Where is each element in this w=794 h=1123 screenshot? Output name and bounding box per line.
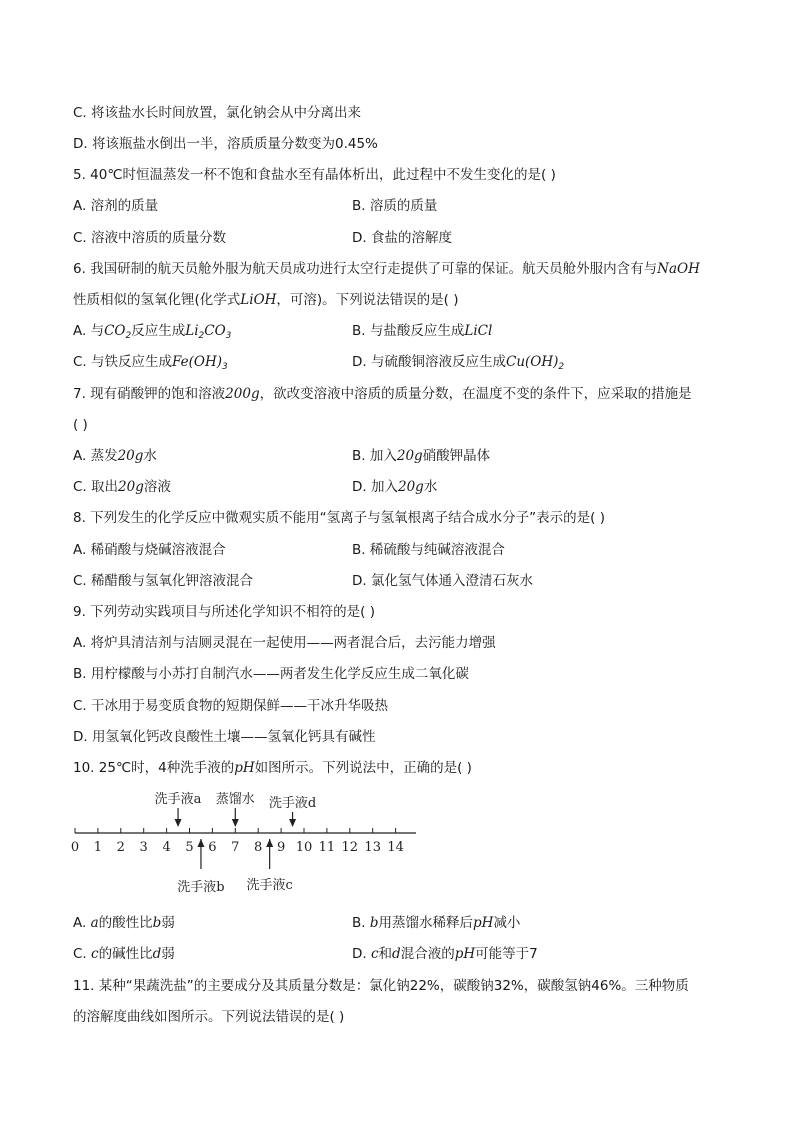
- ph-marker-d: [269, 795, 316, 827]
- q6-option-c: C. 与铁反应生成$Fe(OH)_3$: [73, 354, 228, 372]
- ph-tick-label: 3: [139, 840, 148, 855]
- ph-tick-label: 4: [162, 840, 171, 855]
- ph-ticks: [71, 828, 404, 855]
- q5-option-a: A. 溶剂的质量: [73, 198, 159, 214]
- q7-option-b: B. 加入20g硝酸钾晶体: [352, 448, 491, 464]
- ph-tick-label: 12: [341, 840, 359, 855]
- q5-option-b: B. 溶质的质量: [352, 198, 438, 214]
- q4-option-c: C. 将该盐水长时间放置，氯化钠会从中分离出来: [73, 105, 362, 121]
- q7-option-c: C. 取出20g溶液: [73, 479, 171, 495]
- ph-tick-label: 8: [254, 840, 263, 855]
- q7-stem-line2: ( ): [73, 417, 88, 433]
- ph-tick-label: 13: [364, 840, 381, 855]
- ph-marker-label-d: 洗手液d: [268, 796, 317, 811]
- ph-marker-label-c: 洗手液c: [246, 878, 293, 893]
- ph-marker-water: [216, 791, 255, 827]
- q10-stem: 10. 25℃时，4种洗手液的pH如图所示。下列说法中，正确的是( ): [73, 760, 472, 776]
- q8-option-d: D. 氯化氢气体通入澄清石灰水: [352, 573, 533, 589]
- q6-option-b: B. 与盐酸反应生成LiCl: [352, 323, 493, 339]
- q10-option-d: D. c和d混合液的pH可能等于7: [352, 946, 538, 962]
- q6-option-d: D. 与硫酸铜溶液反应生成$Cu(OH)_2$: [352, 354, 565, 372]
- q4-option-d: D. 将该瓶盐水倒出一半，溶质质量分数变为0.45%: [73, 136, 378, 152]
- q8-option-c: C. 稀醋酸与氢氧化钾溶液混合: [73, 573, 254, 589]
- q9-option-d: D. 用氢氧化钙改良酸性土壤——氢氧化钙具有碱性: [73, 729, 376, 745]
- q9-stem: 9. 下列劳动实践项目与所述化学知识不相符的是( ): [73, 604, 375, 620]
- q5-option-c: C. 溶液中溶质的质量分数: [73, 230, 227, 246]
- q10-option-a: A. a的酸性比b弱: [73, 915, 175, 931]
- q5-stem: 5. 40℃时恒温蒸发一杯不饱和食盐水至有晶体析出，此过程中不发生变化的是( ): [73, 167, 556, 183]
- q5-option-d: D. 食盐的溶解度: [352, 230, 452, 246]
- q6-stem-line2: 性质相似的氢氧化锂(化学式LiOH，可溶)。下列说法错误的是( ): [73, 292, 459, 308]
- q6-option-a: A. 与$CO_2$反应生成$Li_2CO_3$: [73, 323, 232, 341]
- ph-marker-label-a: 洗手液a: [154, 792, 202, 807]
- q10-option-c: C. c的碱性比d弱: [73, 946, 175, 962]
- q10-option-b: B. b用蒸馏水稀释后pH减小: [352, 915, 521, 931]
- q7-option-d: D. 加入20g水: [352, 479, 438, 495]
- ph-tick-label: 9: [276, 840, 286, 855]
- ph-tick-label: 1: [93, 840, 103, 855]
- ph-tick-label: 0: [70, 840, 80, 855]
- ph-scale-figure: [60, 786, 430, 896]
- ph-tick-label: 6: [208, 840, 217, 855]
- q8-option-b: B. 稀硫酸与纯碱溶液混合: [352, 542, 505, 558]
- ph-tick-label: 14: [387, 840, 404, 855]
- q9-option-a: A. 将炉具清洁剂与洁厕灵混在一起使用——两者混合后，去污能力增强: [73, 635, 496, 651]
- ph-tick-label: 10: [295, 840, 313, 855]
- q11-stem-line1: 11. 某种“果蔬洗盐”的主要成分及其质量分数是：氯化钠22%，碳酸钠32%，碳酸氢钠46%。三种物质: [73, 978, 689, 994]
- ph-tick-label: 5: [185, 840, 194, 855]
- q7-option-a: A. 蒸发20g水: [73, 448, 157, 464]
- ph-tick-label: 2: [116, 840, 125, 855]
- q9-option-b: B. 用柠檬酸与小苏打自制汽水——两者发生化学反应生成二氧化碳: [73, 666, 469, 682]
- q6-stem-line1: 6. 我国研制的航天员舱外服为航天员成功进行太空行走提供了可靠的保证。航天员舱外服内含有与NaOH: [73, 261, 700, 277]
- q9-option-c: C. 干冰用于易变质食物的短期保鲜——干冰升华吸热: [73, 698, 389, 714]
- ph-tick-label: 7: [231, 840, 240, 855]
- q11-stem-line2: 的溶解度曲线如图所示。下列说法错误的是( ): [73, 1009, 345, 1025]
- ph-marker-label-water: 蒸馏水: [215, 792, 255, 807]
- q8-stem: 8. 下列发生的化学反应中微观实质不能用“氢离子与氢氧根离子结合成水分子”表示的是( ): [73, 510, 605, 526]
- ph-marker-label-b: 洗手液b: [177, 880, 225, 895]
- q7-stem-line1: 7. 现有硝酸钾的饱和溶液200g，欲改变溶液中溶质的质量分数，在温度不变的条件下，应采取的措施是: [73, 386, 692, 402]
- q8-option-a: A. 稀硝酸与烧碱溶液混合: [73, 542, 226, 558]
- ph-tick-label: 11: [318, 840, 336, 855]
- ph-marker-a: [155, 791, 202, 827]
